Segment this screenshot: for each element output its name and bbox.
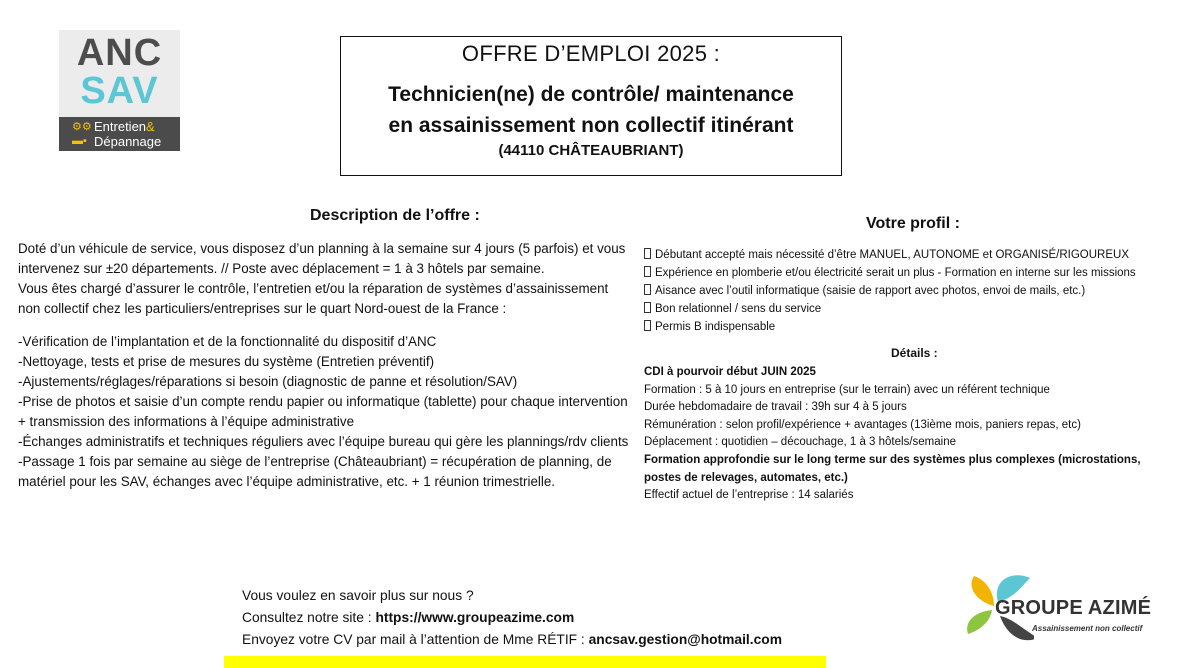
- profile-item-text: Permis B indispensable: [655, 321, 776, 333]
- job-title: [341, 79, 841, 141]
- anc-sav-logo: [59, 30, 180, 151]
- gears-icon: ⚙⚙: [72, 121, 92, 133]
- profile-item: [644, 300, 1174, 318]
- task-item: -Échanges administratifs et techniques réguliers avec l’équipe bureau qui gère les plannings/rdv clients: [18, 434, 629, 449]
- profile-item-text: Bon relationnel / sens du service: [655, 303, 822, 315]
- logo-band-ampersand: &: [146, 119, 155, 134]
- profile-item: [644, 318, 1174, 336]
- job-title-line2: en assainissement non collectif itinérant: [388, 114, 794, 137]
- task-item: -Ajustements/réglages/réparations si besoin (diagnostic de panne et résolution/SAV): [18, 374, 518, 389]
- details-line: Formation : 5 à 10 jours en entreprise (sur le terrain) avec un référent technique: [644, 383, 1050, 396]
- bullet-box-icon: [644, 284, 651, 295]
- profile-item-text: Expérience en plomberie et/ou électricité serait un plus - Formation en interne sur les missions: [655, 267, 1136, 279]
- email-link[interactable]: ancsav.gestion@hotmail.com: [588, 632, 782, 647]
- profile-list: [644, 246, 1174, 336]
- details-staff: Effectif actuel de l’entreprise : 14 salariés: [644, 489, 854, 502]
- description-para1: Doté d’un véhicule de service, vous disposez d’un planning à la semaine sur 4 jours (5 parfois) et vous intervenez sur ±20 départements. // Poste avec déplacement = 1 à 3 hôtels par semaine.: [18, 241, 626, 276]
- bullet-box-icon: [644, 266, 651, 277]
- profile-item: [644, 246, 1174, 264]
- details-line: Rémunération : selon profil/expérience + avantages (13ième mois, paniers repas, etc): [644, 418, 1081, 431]
- contact-footer: [242, 585, 782, 651]
- profile-item: [644, 264, 1174, 282]
- logo-band-entretien: Entretien: [94, 119, 147, 134]
- profile-item-text: Débutant accepté mais nécessité d’être MANUEL, AUTONOME et ORGANISÉ/RIGOUREUX: [655, 249, 1130, 261]
- job-location: (44110 CHÂTEAUBRIANT): [498, 142, 684, 159]
- azime-tagline: Assainissement non collectif: [1032, 624, 1143, 633]
- azime-name: GROUPE AZIMÉ: [995, 597, 1152, 619]
- profile-item-text: Aisance avec l’outil informatique (saisie de rapport avec photos, envoi de mails, etc.): [655, 285, 1086, 297]
- job-title-box: [340, 36, 842, 176]
- footer-line1: Vous voulez en savoir plus sur nous ?: [242, 588, 474, 603]
- website-link[interactable]: https://www.groupeazime.com: [375, 610, 575, 625]
- yellow-highlight-bar: [224, 656, 826, 668]
- logo-sav-text: SAV: [80, 70, 159, 112]
- truck-icon: ▬▪: [72, 135, 87, 147]
- description-para2: Vous êtes chargé d’assurer le contrôle, l’entretien et/ou la réparation de systèmes d’assainissement non collectif chez les particuliers/entreprises sur le quart Nord-ouest de la France :: [18, 281, 609, 316]
- bullet-box-icon: [644, 302, 651, 313]
- description-body: [18, 239, 634, 492]
- footer-site-label: Consultez notre site :: [242, 610, 376, 625]
- footer-cv-label: Envoyez votre CV par mail à l’attention de Mme RÉTIF :: [242, 632, 589, 647]
- logo-anc-text: ANC: [76, 32, 163, 74]
- job-title-line1: Technicien(ne) de contrôle/ maintenance: [388, 83, 794, 106]
- logo-band-depannage: Dépannage: [94, 134, 162, 149]
- details-line: Déplacement : quotidien – découchage, 1 à 3 hôtels/semaine: [644, 436, 956, 449]
- task-item: -Prise de photos et saisie d’un compte rendu papier ou informatique (tablette) pour chaque intervention + transmission des informations à l’équipe administrative: [18, 394, 628, 429]
- profile-item: [644, 282, 1174, 300]
- details-list: [644, 364, 1176, 505]
- logo-band: [59, 117, 180, 151]
- task-item: -Nettoyage, tests et prise de mesures du système (Entretien préventif): [18, 354, 435, 369]
- bullet-box-icon: [644, 320, 651, 331]
- profile-title: Votre profil :: [866, 215, 960, 232]
- details-cdi: CDI à pourvoir début JUIN 2025: [644, 366, 816, 378]
- groupe-azime-logo: [960, 572, 1160, 647]
- task-item: -Passage 1 fois par semaine au siège de l’entreprise (Châteaubriant) = récupération de planning, de matériel pour les SAV, échanges avec l’équipe administrative, etc. + 1 réunion trimestrielle.: [18, 454, 612, 489]
- task-item: -Vérification de l’implantation et de la fonctionnalité du dispositif d’ANC: [18, 334, 437, 349]
- offer-heading: OFFRE D’EMPLOI 2025 :: [461, 41, 721, 66]
- bullet-box-icon: [644, 248, 651, 259]
- details-line: Durée hebdomadaire de travail : 39h sur 4 à 5 jours: [644, 401, 907, 414]
- details-training: Formation approfondie sur le long terme sur des systèmes plus complexes (microstations, postes de relevages, automates, etc.): [644, 453, 1141, 484]
- description-title: Description de l’offre :: [310, 207, 480, 224]
- details-title: Détails :: [891, 346, 938, 360]
